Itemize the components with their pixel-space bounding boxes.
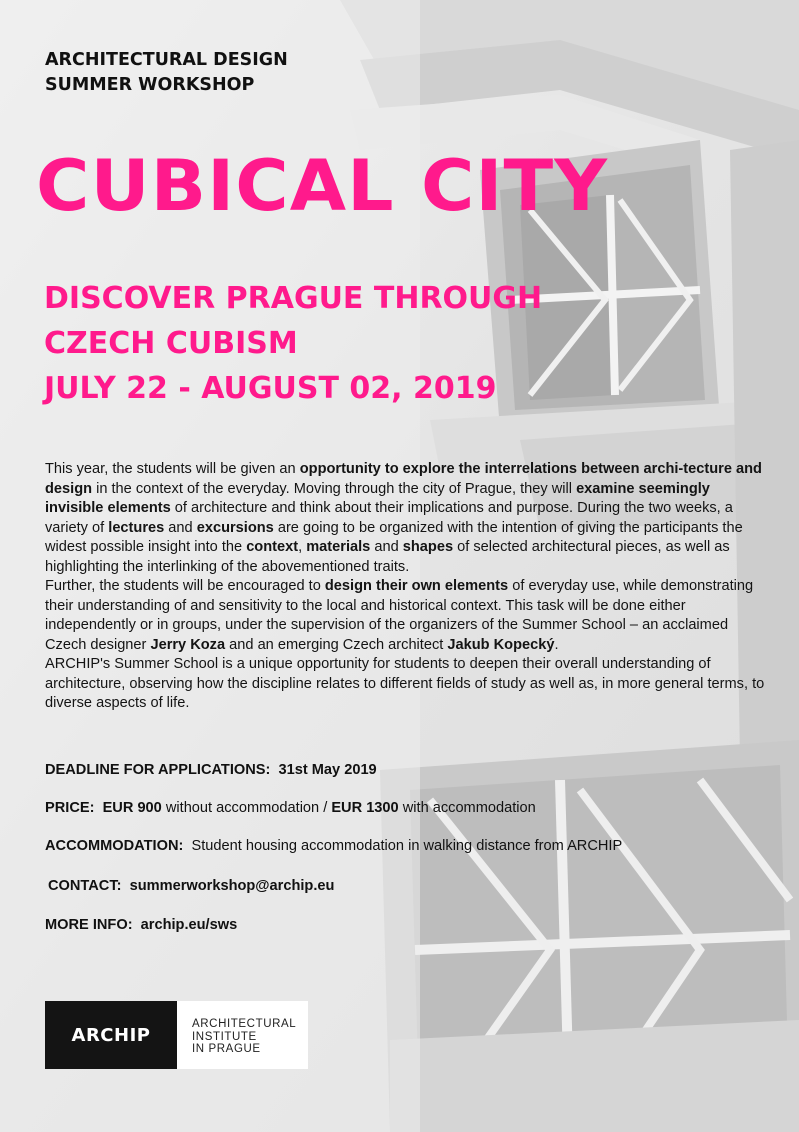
text: and — [164, 519, 197, 536]
deadline-value: 31st May 2019 — [278, 762, 377, 778]
price-text-1: without accommodation / — [161, 800, 332, 816]
description — [45, 460, 765, 714]
subtitle-line2: CZECH CUBISM — [44, 326, 298, 361]
more-info-label: MORE INFO: — [45, 917, 133, 933]
logo-line1: ARCHITECTURAL — [192, 1018, 297, 1030]
description-paragraph-2 — [45, 577, 765, 655]
more-info-row — [45, 915, 237, 935]
text: in the context of the everyday. Moving through the city of Prague, they will — [92, 480, 577, 497]
deadline-row — [45, 760, 377, 780]
text: of selected architectural pieces, as well as highlighting the interlinking of the abovementioned traits. — [45, 539, 730, 575]
more-info-link[interactable]: archip.eu/sws — [140, 917, 238, 933]
emphasis: materials — [306, 539, 371, 555]
text: are going to be organized with the intention of giving the participants the widest possible insight into the — [45, 519, 743, 555]
logo-line2: INSTITUTE — [192, 1030, 257, 1043]
workshop-label-line1: ARCHITECTURAL DESIGN — [45, 50, 288, 70]
logo-line3: IN PRAGUE — [192, 1043, 261, 1055]
price-row — [45, 798, 536, 818]
text: and an emerging Czech architect — [225, 636, 448, 653]
logo-mark: ARCHIP — [45, 1001, 177, 1069]
workshop-label — [45, 48, 288, 98]
price-text-2: with accommodation — [398, 800, 536, 816]
workshop-label-line2: SUMMER WORKSHOP — [45, 75, 255, 95]
price-amount-1: EUR 900 — [102, 800, 162, 816]
contact-label: CONTACT: — [48, 878, 122, 894]
accommodation-label: ACCOMMODATION: — [45, 838, 184, 854]
designer-name: Jerry Koza — [150, 636, 226, 653]
text: Further, the students will be encouraged to — [45, 578, 325, 594]
accommodation-value: Student housing accommodation in walking distance from ARCHIP — [191, 838, 623, 854]
text: This year, the students will be given an — [45, 461, 300, 477]
price-label: PRICE: — [45, 800, 95, 816]
logo-institute-name — [192, 1018, 296, 1056]
contact-email-link[interactable]: summerworkshop@archip.eu — [129, 878, 335, 894]
emphasis: examine seemingly invisible elements — [45, 480, 710, 516]
description-paragraph-3: ARCHIP's Summer School is a unique opportunity for students to deepen their overall understanding of architecture, observing how the discipline relates to different fields of study as well as, in more general terms, to diverse aspects of life. — [45, 656, 765, 711]
contact-row — [48, 876, 334, 896]
subtitle-line1: DISCOVER PRAGUE THROUGH — [44, 281, 543, 316]
emphasis: context — [246, 539, 299, 555]
archip-logo — [45, 1001, 308, 1069]
emphasis: lectures — [108, 519, 165, 536]
description-paragraph-1 — [45, 460, 765, 577]
text: . — [554, 636, 559, 653]
emphasis: shapes — [402, 539, 454, 555]
text: of architecture and think about their implications and purpose. During the two weeks, a variety of — [45, 500, 733, 536]
emphasis: design their own elements — [324, 578, 509, 594]
page-title: CUBICAL CITY — [36, 145, 608, 227]
emphasis: excursions — [196, 519, 274, 536]
event-dates: JULY 22 - AUGUST 02, 2019 — [44, 371, 497, 406]
accommodation-row — [45, 836, 622, 856]
deadline-label: DEADLINE FOR APPLICATIONS: — [45, 762, 271, 778]
subtitle — [44, 276, 542, 411]
architect-name: Jakub Kopecký — [447, 636, 555, 653]
emphasis: opportunity to explore the interrelations between archi-tecture and design — [45, 461, 762, 497]
text: and — [370, 539, 403, 555]
text: , — [298, 539, 307, 555]
text: of everyday use, while demonstrating their understanding of and sensitivity to the local and historical context. This task will be done either independently or in groups, under the supervision of the organizers of the Summer School – an acclaimed Czech designer — [45, 578, 754, 653]
price-amount-2: EUR 1300 — [331, 800, 399, 816]
